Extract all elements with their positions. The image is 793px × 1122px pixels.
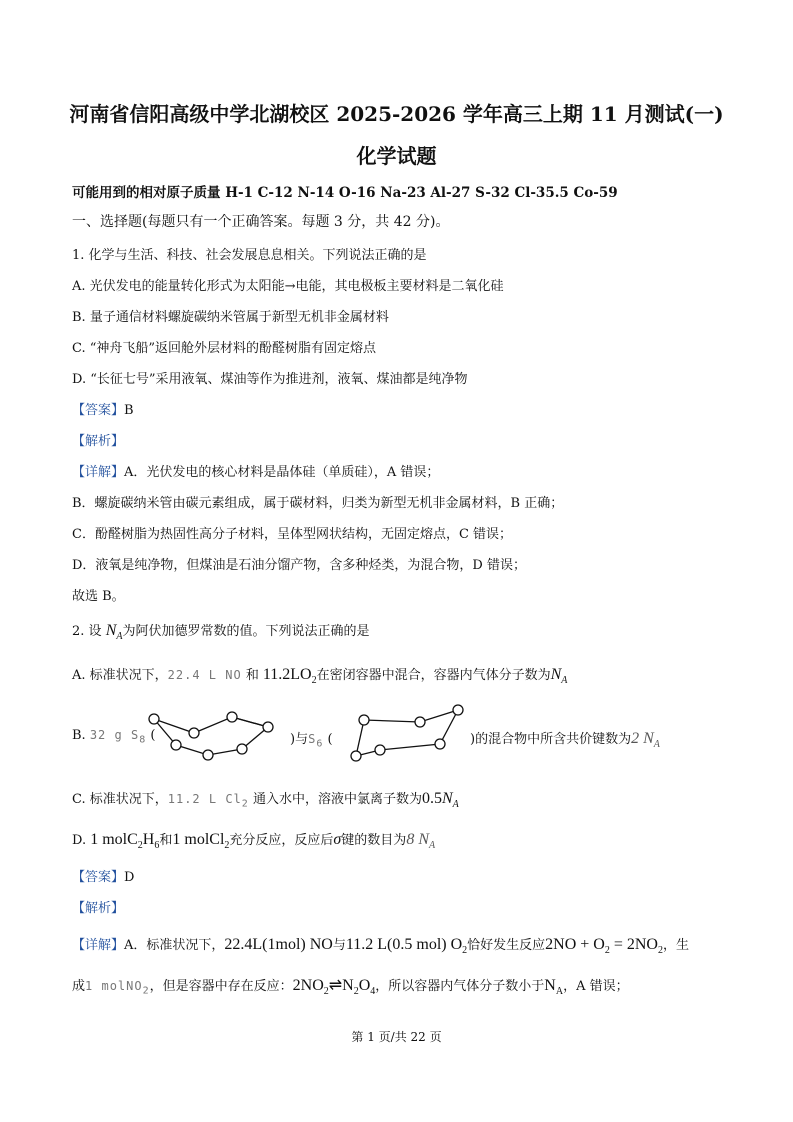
q2-b-val: 2 bbox=[631, 730, 640, 747]
sulfur-atom bbox=[375, 745, 385, 755]
q2-option-a bbox=[72, 664, 567, 686]
q2-d-val: 8 bbox=[406, 831, 415, 848]
q2-stem-pre: 2. 设 bbox=[72, 624, 102, 639]
document-title: 河南省信阳高级中学北湖校区 2025-2026 学年高三上期 11 月测试(一) bbox=[69, 102, 724, 126]
q2-a-pre: A. 标准状况下， bbox=[72, 668, 168, 683]
sulfur-atom bbox=[453, 705, 463, 715]
na-sub: A bbox=[561, 675, 568, 687]
sulfur-atom bbox=[435, 739, 445, 749]
q2-b-s6-text: S bbox=[308, 732, 317, 746]
q2-e2-post: ，A 错误； bbox=[563, 979, 629, 994]
q2-e2-formula bbox=[85, 979, 150, 997]
sulfur-atom bbox=[149, 714, 159, 724]
sulfur-atom bbox=[351, 751, 361, 761]
s6-ring-structure bbox=[350, 700, 470, 764]
q2-analysis-tag: 【解析】 bbox=[72, 901, 125, 916]
q1-option-a: A. 光伏发电的能量转化形式为太阳能→电能，其电极板主要材料是二氧化硅 bbox=[72, 279, 504, 294]
q2-d-formula1 bbox=[90, 831, 160, 852]
q1-option-b: B. 量子通信材料螺旋碳纳米管属于新型无机非金属材料 bbox=[72, 310, 389, 325]
q1-detail-a bbox=[72, 461, 439, 480]
q2-e1-formula2-sub: 2 bbox=[462, 945, 468, 957]
q2-e1-equation bbox=[545, 936, 663, 957]
q2-option-b: B. 32 g $S_8$ ( bbox=[72, 728, 156, 746]
na-symbol bbox=[550, 666, 568, 687]
q2-a-mid: 和 bbox=[241, 668, 259, 683]
section-heading: 一、选择题(每题只有一个正确答案。每题 3 分，共 42 分)。 bbox=[72, 214, 450, 230]
q2-b-mid-text: )与 bbox=[290, 732, 309, 747]
q2-d-sigma: σ bbox=[333, 831, 342, 848]
q2-e2-eq2-o: O bbox=[358, 977, 371, 994]
q2-e2-mid2: ，所以容器内气体分子数小于 bbox=[375, 979, 545, 994]
q2-e2-pre: 成 bbox=[72, 979, 86, 994]
q2-e1-eq-sub: 2 bbox=[604, 945, 610, 957]
q2-e1-eq-sub2: 2 bbox=[657, 945, 663, 957]
q2-b-pre: B. bbox=[72, 728, 86, 743]
q2-e1-mid2: 恰好发生反应 bbox=[467, 938, 546, 953]
q2-stem-post: 为阿伏加德罗常数的值。下列说法正确的是 bbox=[122, 624, 370, 639]
answer-value: B bbox=[124, 403, 134, 418]
na-letter: N bbox=[441, 790, 453, 807]
detail-tag: 【详解】 bbox=[72, 465, 125, 480]
q2-a-post: 在密闭容器中混合，容器内气体分子数为 bbox=[316, 668, 551, 683]
q2-d-formula1-s2: 6 bbox=[154, 840, 160, 852]
q1-detail-d: D．液氧是纯净物，但煤油是石油分馏产物，含多种烃类，为混合物，D 错误； bbox=[72, 558, 526, 573]
q2-a-formula2 bbox=[259, 666, 317, 687]
q2-answer bbox=[72, 866, 134, 885]
q1-option-c: C. “神舟飞船”返回舱外层材料的酚醛树脂有固定熔点 bbox=[72, 341, 377, 356]
q2-b-s6-sub: 6 bbox=[316, 738, 324, 750]
q2-c-pre: C. 标准状况下， bbox=[72, 792, 168, 807]
q2-d-formula1-s1: 2 bbox=[137, 840, 143, 852]
atomic-masses: 可能用到的相对原子质量 H-1 C-12 N-14 O-16 Na-23 Al-27 S-32 Cl-35.5 Co-59 bbox=[72, 185, 618, 201]
na-sub: A bbox=[555, 986, 564, 998]
q2-d-pre: D. bbox=[72, 833, 87, 848]
sulfur-atom bbox=[263, 722, 273, 732]
q2-e1-post: ，生 bbox=[662, 938, 689, 953]
sulfur-atom bbox=[359, 715, 369, 725]
q2-a-formula1: 22.4 L NO bbox=[167, 668, 242, 682]
q2-e1-eq-b: = 2NO bbox=[609, 936, 658, 953]
q2-c-val: 0.5 bbox=[421, 790, 442, 807]
detail-tag: 【详解】 bbox=[72, 938, 125, 953]
na-letter: N bbox=[544, 977, 556, 994]
q2-e2-eq2-s2: 4 bbox=[370, 986, 376, 998]
na-sub: A bbox=[428, 840, 436, 852]
q1-answer bbox=[72, 399, 134, 418]
q2-a-formula2-text: 11.2LO bbox=[262, 666, 312, 683]
q2-d-formula2-text: 1 molCl bbox=[172, 831, 225, 848]
q2-b-value bbox=[631, 730, 660, 751]
page-footer: 第 1 页/共 22 页 bbox=[351, 1030, 442, 1044]
q2-d-value bbox=[406, 831, 436, 852]
sulfur-atom bbox=[227, 712, 237, 722]
sulfur-atom bbox=[237, 744, 247, 754]
q1-stem: 1. 化学与生活、科技、社会发展息息相关。下列说法正确的是 bbox=[72, 248, 427, 263]
q2-e1-formula2-text: 11.2 L(0.5 mol) O bbox=[345, 936, 463, 953]
document-subtitle: 化学试题 bbox=[356, 144, 437, 168]
q2-e2-eq2-s1: 2 bbox=[353, 986, 359, 998]
q2-b-formula1 bbox=[89, 728, 147, 746]
s6-bond-path bbox=[356, 710, 458, 756]
sulfur-atom bbox=[415, 717, 425, 727]
q2-e1-formula1: 22.4L(1mol) NO bbox=[224, 936, 333, 953]
q2-d-and: 和 bbox=[159, 833, 173, 848]
na-letter: N bbox=[550, 666, 562, 683]
q2-d-mid: 充分反应，反应后 bbox=[229, 833, 334, 848]
sulfur-atom bbox=[171, 740, 181, 750]
q2-d-formula1-a: 1 molC bbox=[90, 831, 138, 848]
q1-option-d: D. “长征七号”采用液氧、煤油等作为推进剂，液氧、煤油都是纯净物 bbox=[72, 372, 468, 387]
q2-b-post-text: )的混合物中所含共价键数为 bbox=[470, 732, 632, 747]
q2-b-formula1-sub: 8 bbox=[139, 734, 147, 746]
q2-e1-eq-a: 2NO + O bbox=[545, 936, 605, 953]
q2-e1-formula2 bbox=[345, 936, 468, 957]
q2-d-post: 键的数目为 bbox=[341, 833, 407, 848]
answer-tag: 【答案】 bbox=[72, 870, 125, 885]
q2-e2-eq1: 2NO bbox=[292, 977, 324, 994]
q2-e2-formula-sub: 2 bbox=[142, 985, 150, 997]
q2-b-post bbox=[470, 728, 660, 750]
q2-stem bbox=[72, 620, 369, 642]
q2-option-d bbox=[72, 829, 435, 851]
q2-option-c bbox=[72, 788, 459, 810]
q2-c-formula bbox=[167, 792, 249, 810]
q2-c-mid: 通入水中，溶液中氯离子数为 bbox=[252, 792, 422, 807]
q1-detail-b: B．螺旋碳纳米管由碳元素组成，属于碳材料，归类为新型无机非金属材料，B 正确； bbox=[72, 496, 564, 511]
q2-d-formula2-sub: 2 bbox=[224, 840, 230, 852]
q2-b-s6 bbox=[308, 732, 324, 750]
na-letter: N bbox=[418, 831, 429, 848]
s8-ring-structure bbox=[140, 703, 286, 765]
na-symbol bbox=[441, 790, 459, 811]
q1-detail-c: C．酚醛树脂为热固性高分子材料，呈体型网状结构，无固定熔点，C 错误； bbox=[72, 527, 513, 542]
q2-a-formula2-sub: 2 bbox=[311, 675, 317, 687]
na-sub: A bbox=[452, 799, 459, 811]
sulfur-atom bbox=[189, 728, 199, 738]
q2-b-formula1-text: 32 g S bbox=[89, 728, 140, 742]
na-sub: A bbox=[116, 631, 123, 643]
q2-e1-mid: 与 bbox=[332, 938, 346, 953]
q1-analysis-tag: 【解析】 bbox=[72, 434, 125, 449]
q2-e1-pre: A．标准状况下， bbox=[124, 938, 225, 953]
na-letter: N bbox=[105, 622, 117, 639]
detail-text: A．光伏发电的核心材料是晶体硅（单质硅），A 错误； bbox=[124, 465, 440, 480]
q2-c-formula-text: 11.2 L Cl bbox=[167, 792, 242, 806]
q2-d-formula1-h: H bbox=[142, 831, 155, 848]
sulfur-atom bbox=[203, 750, 213, 760]
answer-value: D bbox=[124, 870, 135, 885]
na-symbol bbox=[105, 622, 123, 643]
q2-e2-eq1-sub: 2 bbox=[323, 986, 329, 998]
na-symbol bbox=[544, 977, 564, 998]
q2-b-mid: )与$S_6$ ( bbox=[290, 732, 333, 750]
q2-detail-line1 bbox=[72, 934, 689, 956]
q2-c-formula-sub: 2 bbox=[241, 798, 249, 810]
q2-e2-equilibrium bbox=[292, 977, 376, 998]
q2-e2-mid: ，但是容器中存在反应： bbox=[149, 979, 293, 994]
na-sub: A bbox=[653, 739, 660, 751]
na-letter: N bbox=[643, 730, 654, 747]
q2-d-formula2 bbox=[172, 831, 230, 852]
equilibrium-arrow-icon: ⇌ bbox=[328, 977, 343, 994]
q1-conclusion: 故选 B。 bbox=[72, 589, 125, 604]
q2-e2-formula-text: 1 molNO bbox=[85, 979, 143, 993]
q2-detail-line2 bbox=[72, 975, 629, 997]
q2-e2-eq2-n: N bbox=[342, 977, 354, 994]
answer-tag: 【答案】 bbox=[72, 403, 125, 418]
